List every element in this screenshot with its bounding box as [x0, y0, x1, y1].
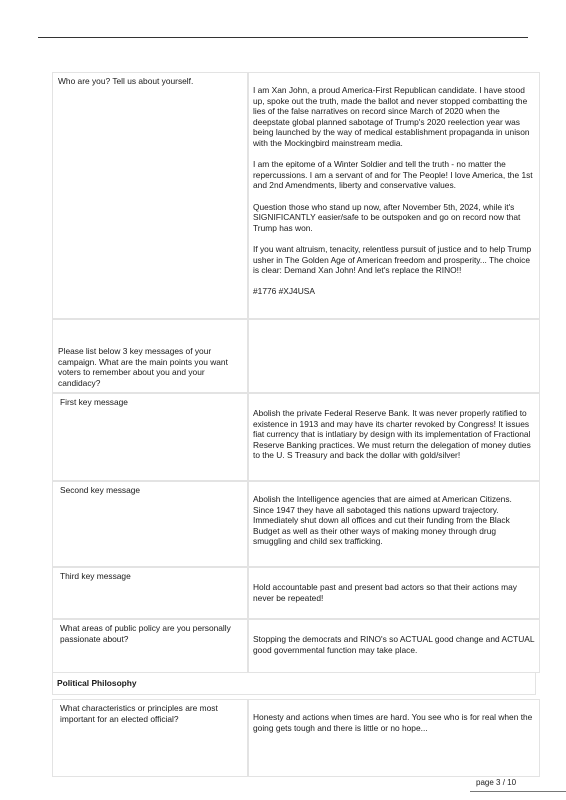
- answer-paragraph: Honesty and actions when times are hard. You see who is for real when the going gets tough and there is little or no hope...: [253, 712, 533, 733]
- question-cell-about: [52, 72, 248, 319]
- answer-paragraph: Abolish the Intelligence agencies that are aimed at American Citizens. Since 1947 they have all sabotaged this nations upward trajectory. Immediately shut down all offices and cut their funding from the Black Budget as well as their other ways of making money through drug smuggling and child sex trafficking.: [253, 494, 512, 547]
- answer-paragraph: Stopping the democrats and RINO's so ACTUAL good change and ACTUAL good governmental function may take place.: [253, 634, 535, 655]
- question-text: Who are you? Tell us about yourself.: [58, 76, 194, 86]
- answer-paragraph: Abolish the private Federal Reserve Bank. It was never properly ratified to existence in 1913 and may have its charter revoked by Congress! It issues fiat currency that is intlatiary by design with its implementation of Fractional Reserve Banking practices. We must return the delegation of money duties to the U. S Treasury and back the dollar with gold/silver!: [253, 408, 531, 461]
- question-cell-third-key-message: [52, 567, 248, 619]
- question-text: Second key message: [60, 485, 141, 495]
- page-number: page 3 / 10: [476, 778, 517, 787]
- answer-paragraph: If you want altruism, tenacity, relentless pursuit of justice and to help Trump usher in The Golden Age of American freedom and prosperity... The choice is clear: Demand Xan John! And let's replace the RINO!!: [253, 243, 532, 276]
- answer-cell-about: [248, 72, 540, 319]
- answer-cell-second-key-message: [248, 481, 540, 567]
- question-cell-second-key-message: [52, 481, 248, 567]
- question-cell-characteristics: [52, 699, 248, 777]
- answer-paragraph: I am Xan John, a proud America-First Republican candidate. I have stood up, spoke out the truth, made the ballot and never stopped combatting the lies of the false narratives on record since March of 2020 when the deepstate global planned sabotage of Trump's 2020 reelection year was being launched by the way of medical establishment propaganda in unison with the Mockingbird mainstream media.: [253, 85, 530, 148]
- answer-cell-third-key-message: [248, 567, 540, 619]
- question-text: What characteristics or principles are most important for an elected official?: [60, 703, 218, 724]
- answer-paragraph: #1776 #XJ4USA: [253, 286, 315, 297]
- question-text: Third key message: [60, 571, 131, 581]
- question-cell-first-key-message: [52, 393, 248, 481]
- question-text: What areas of public policy are you personally passionate about?: [60, 623, 231, 644]
- answer-cell-key-messages: [248, 319, 540, 393]
- question-text: First key message: [60, 397, 128, 407]
- question-cell-key-messages: [52, 319, 248, 393]
- answer-cell-first-key-message: [248, 393, 540, 481]
- answer-paragraph: Hold accountable past and present bad actors so that their actions may never be repeated!: [253, 582, 517, 603]
- answer-cell-policy-areas: [248, 619, 540, 673]
- question-cell-policy-areas: [52, 619, 248, 673]
- question-text: Please list below 3 key messages of your campaign. What are the main points you want voters to remember about you and your candidacy?: [58, 346, 228, 388]
- answer-cell-characteristics: [248, 699, 540, 777]
- footer-rule: [470, 791, 566, 792]
- answer-paragraph: Question those who stand up now, after November 5th, 2024, while it's SIGNIFICANTLY easier/safe to be outspoken and go on record now that Trump has won.: [253, 201, 521, 233]
- answer-paragraph: I am the epitome of a Winter Soldier and tell the truth - no matter the repercussions. I am a servant of and for The People! I love America, the 1st and 2nd Amendments, liberty and conservative values.: [253, 159, 533, 191]
- top-rule: [38, 37, 528, 38]
- section-header: Political Philosophy: [57, 678, 137, 688]
